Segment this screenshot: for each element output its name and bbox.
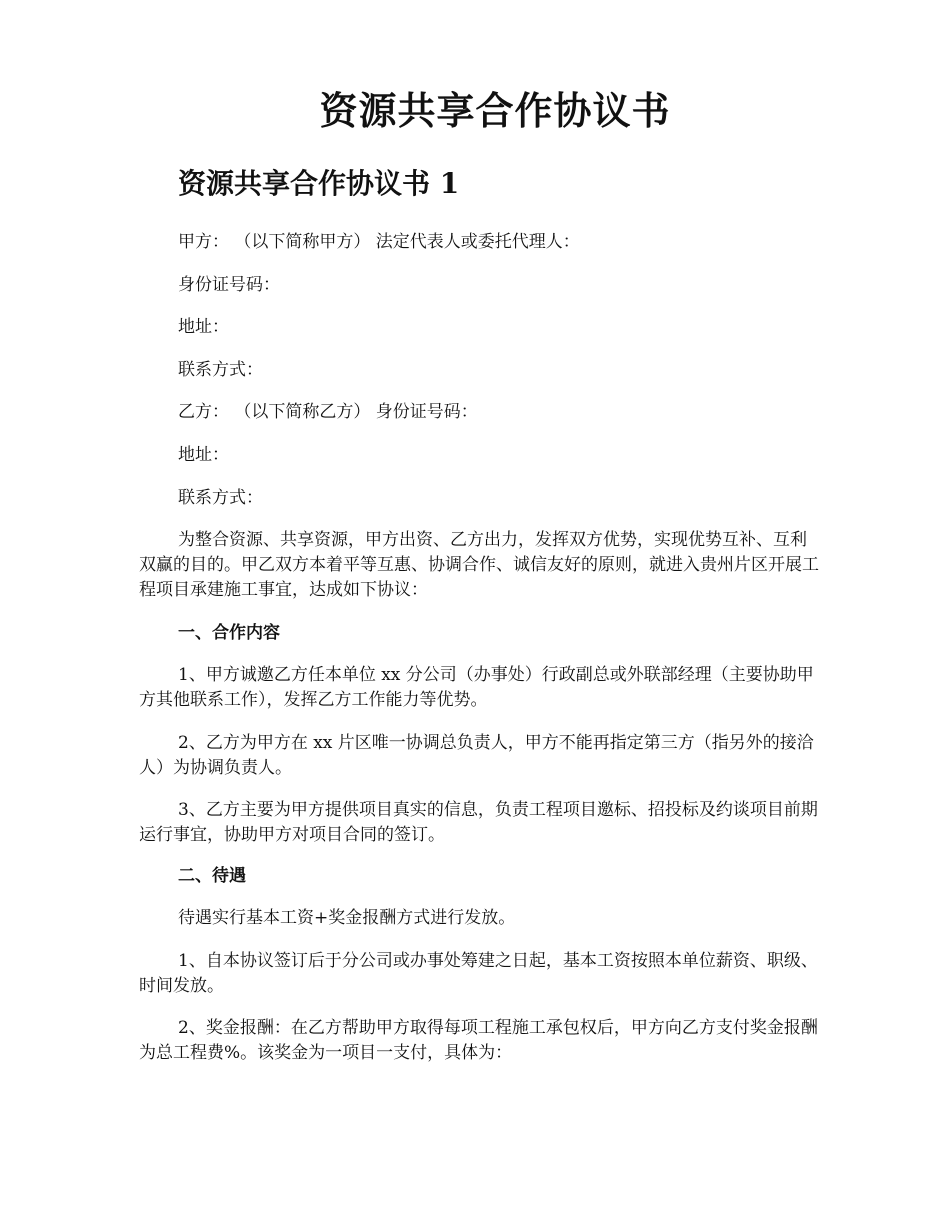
intro-paragraph: 为整合资源、共享资源，甲方出资、乙方出力，发挥双方优势，实现优势互补、互利双赢的目的。甲乙双方本着平等互惠、协调合作、诚信友好的原则，就进入贵州片区开展工程项目承建施工事宜，达成如下协议： xyxy=(139,530,819,600)
section-title: 资源共享合作协议书 1 xyxy=(178,167,460,200)
contact-b-line: 联系方式： xyxy=(178,488,263,508)
section2-heading: 二、待遇 xyxy=(178,866,246,886)
address-a-line: 地址： xyxy=(178,317,229,337)
address-b-line: 地址： xyxy=(178,445,229,465)
section1-item-3: 3、乙方主要为甲方提供项目真实的信息，负责工程项目邀标、招投标及约谈项目前期运行事宜，协助甲方对项目合同的签订。 xyxy=(139,800,818,845)
party-a-line: 甲方： （以下简称甲方） 法定代表人或委托代理人： xyxy=(178,232,580,252)
document-title: 资源共享合作协议书 xyxy=(319,88,671,133)
section2-item-2: 2、奖金报酬：在乙方帮助甲方取得每项工程施工承包权后，甲方向乙方支付奖金报酬为总工程费%。该奖金为一项目一支付，具体为： xyxy=(139,1018,818,1063)
contact-a-line: 联系方式： xyxy=(178,360,263,380)
section1-item-2: 2、乙方为甲方在 xx 片区唯一协调总负责人，甲方不能再指定第三方（指另外的接洽人）为协调负责人。 xyxy=(139,733,814,778)
section1-item-1: 1、甲方诚邀乙方任本单位 xx 分公司（办事处）行政副总或外联部经理（主要协助甲方其他联系工作），发挥乙方工作能力等优势。 xyxy=(139,665,814,710)
id-number-line: 身份证号码： xyxy=(178,275,280,295)
section2-item-1: 1、自本协议签订后于分公司或办事处筹建之日起，基本工资按照本单位薪资、职级、时间发放。 xyxy=(139,951,818,996)
party-b-line: 乙方： （以下简称乙方） 身份证号码： xyxy=(178,402,478,422)
section2-intro: 待遇实行基本工资+奖金报酬方式进行发放。 xyxy=(178,908,516,928)
section1-heading: 一、合作内容 xyxy=(178,623,280,643)
